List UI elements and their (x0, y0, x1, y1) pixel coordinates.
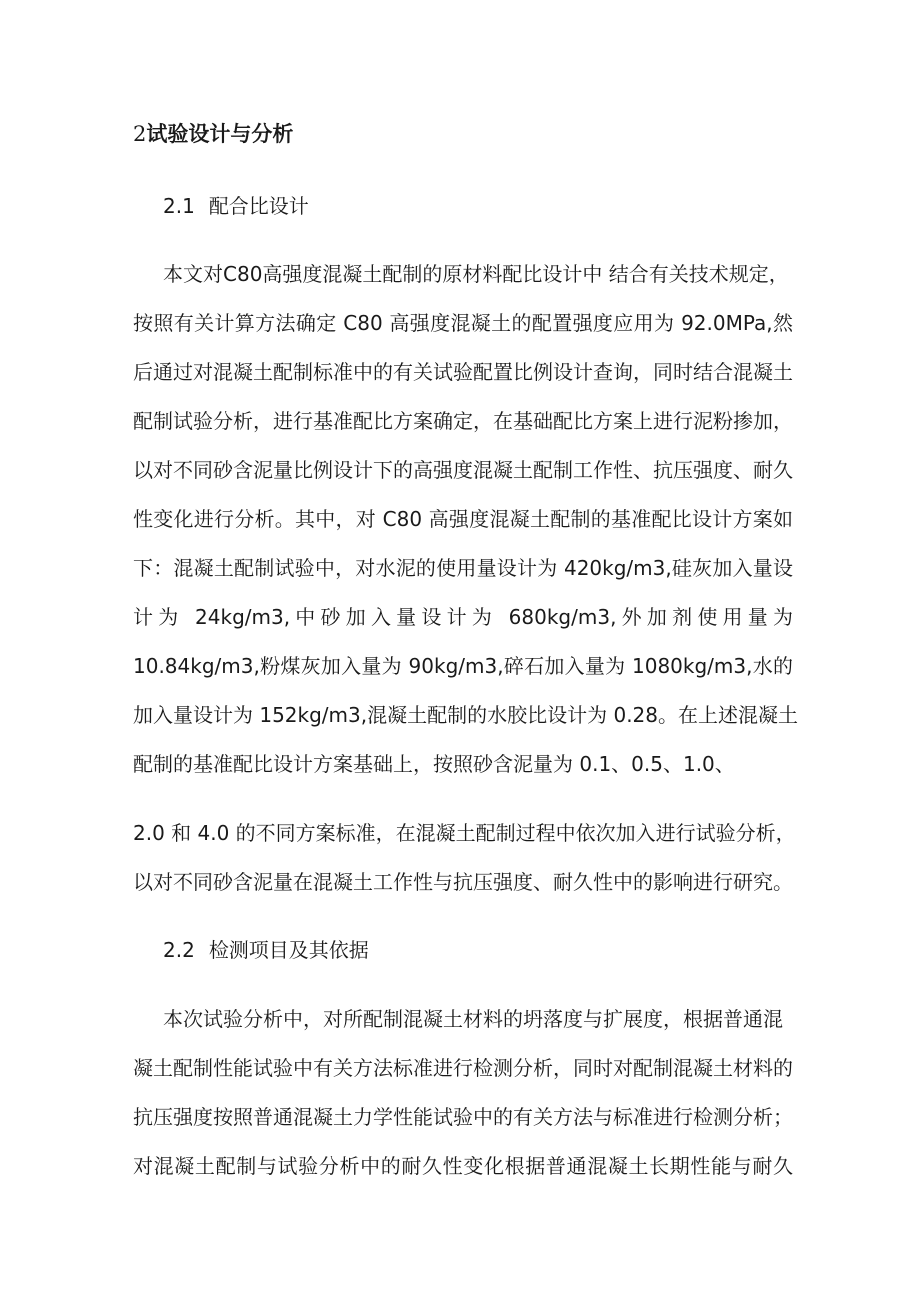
section-title: 检测项目及其依据 (208, 938, 369, 962)
paragraph-line: 本次试验分析中，对所配制混凝土材料的坍落度与扩展度，根据普通混 (163, 1007, 783, 1031)
paragraph-line: 抗压强度按照普通混凝土力学性能试验中的有关方法与标准进行检测分析； (133, 1105, 793, 1129)
section-heading-2-2 (163, 934, 369, 966)
paragraph-line: 以对不同砂含泥量在混凝土工作性与抗压强度、耐久性中的影响进行研究。 (133, 870, 793, 894)
paragraph-line: 性变化进行分析。其中，对 C80 高强度混凝土配制的基准配比设计方案如 (133, 507, 793, 531)
paragraph-line: 10.84kg/m3,粉煤灰加入量为 90kg/m3,碎石加入量为 1080kg/m3,水的 (133, 654, 793, 678)
paragraph-line: 配制的基准配比设计方案基础上，按照砂含泥量为 0.1、0.5、1.0、 (133, 752, 735, 776)
section-title: 配合比设计 (208, 194, 309, 218)
paragraph-line: 下：混凝土配制试验中，对水泥的使用量设计为 420kg/m3,硅灰加入量设 (133, 556, 793, 580)
paragraph-line: 按照有关计算方法确定 C80 高强度混凝土的配置强度应用为 92.0MPa,然 (133, 311, 793, 335)
paragraph-line: 2.0 和 4.0 的不同方案标准，在混凝土配制过程中依次加入进行试验分析， (133, 821, 796, 845)
section-number: 2.1 (163, 194, 195, 218)
paragraph-line: 以对不同砂含泥量比例设计下的高强度混凝土配制工作性、抗压强度、耐久 (133, 458, 793, 482)
section-heading-2-1 (163, 190, 309, 222)
paragraph-line: 凝土配制性能试验中有关方法标准进行检测分析，同时对配制混凝土材料的 (133, 1056, 793, 1080)
paragraph-line: 配制试验分析，进行基准配比方案确定，在基础配比方案上进行泥粉掺加， (133, 409, 793, 433)
paragraph-line: 计为 24kg/m3,中砂加入量设计为 680kg/m3,外加剂使用量为 (133, 605, 793, 629)
chapter-number: 2 (133, 122, 147, 146)
paragraph-line: 后通过对混凝土配制标准中的有关试验配置比例设计查询，同时结合混凝土 (133, 360, 793, 384)
chapter-heading (133, 118, 293, 150)
paragraph-line: 加入量设计为 152kg/m3,混凝土配制的水胶比设计为 0.28。在上述混凝土 (133, 703, 798, 727)
section-number: 2.2 (163, 938, 195, 962)
chapter-title: 试验设计与分析 (146, 122, 294, 146)
paragraph-line: 本文对C80高强度混凝土配制的原材料配比设计中 结合有关技术规定， (163, 262, 789, 286)
paragraph-line: 对混凝土配制与试验分析中的耐久性变化根据普通混凝土长期性能与耐久 (133, 1154, 793, 1178)
